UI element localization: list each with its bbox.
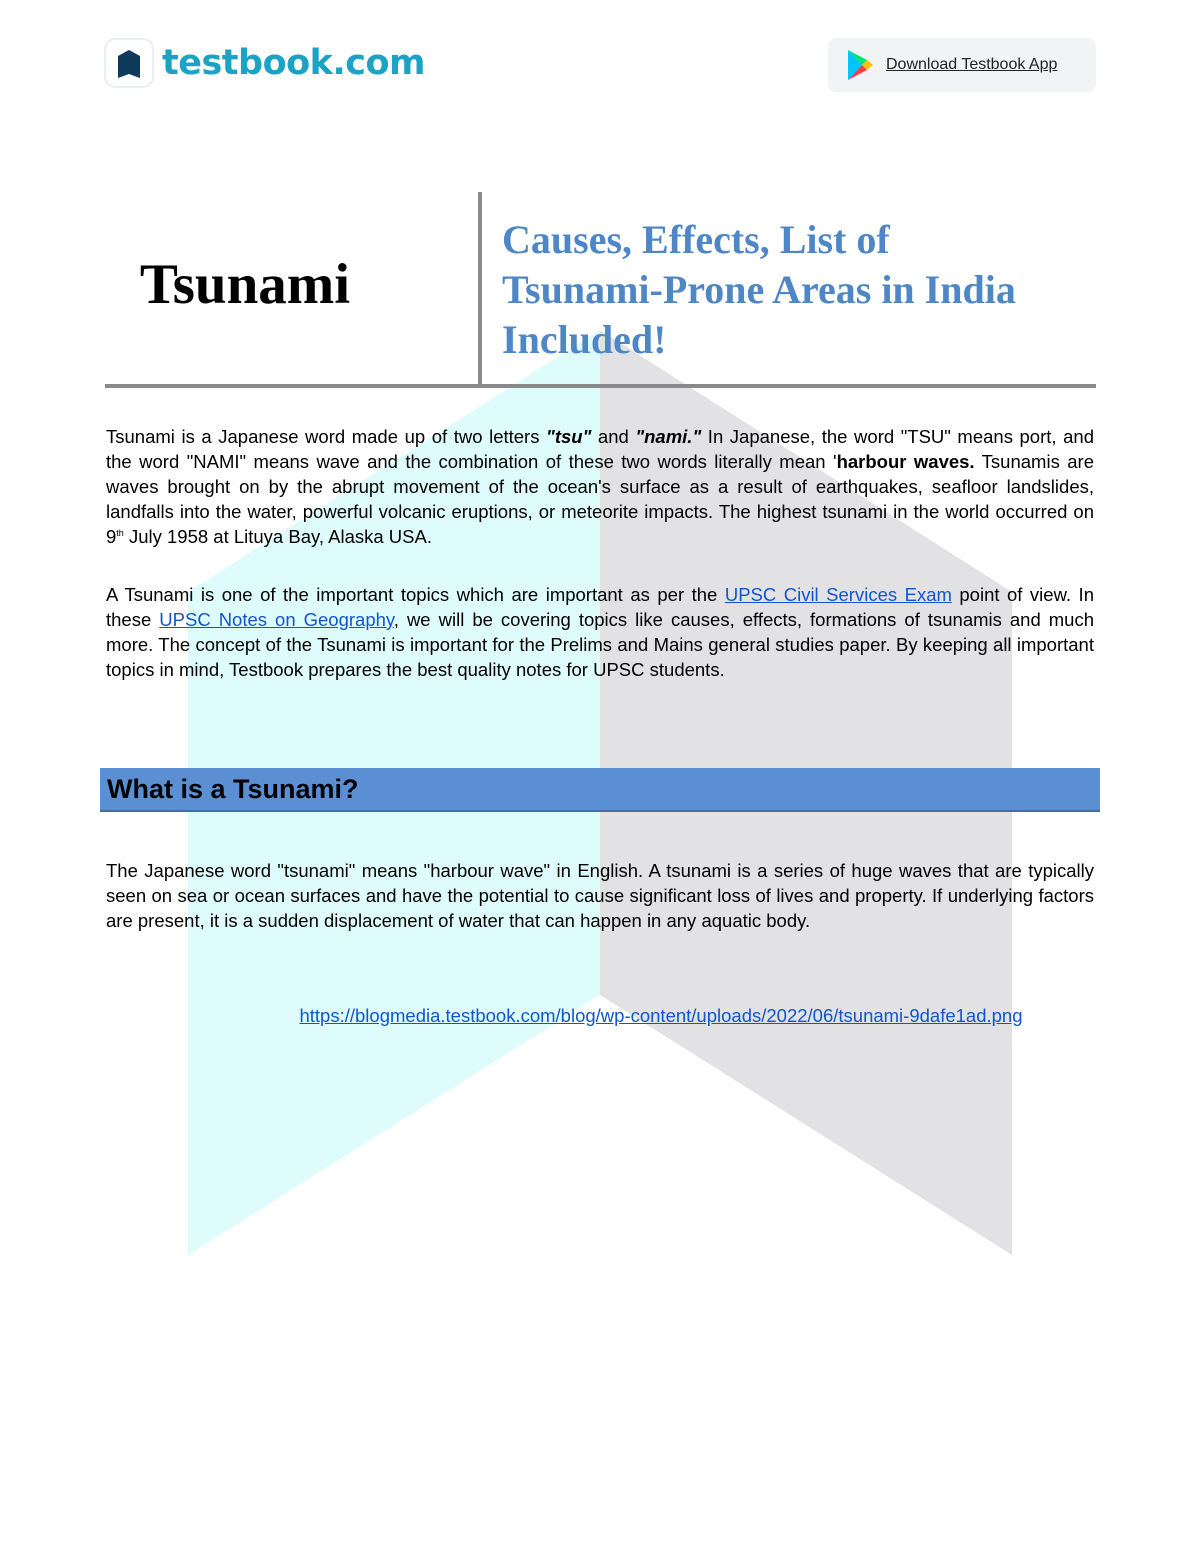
testbook-logo[interactable] (106, 40, 425, 86)
intro-paragraph (106, 424, 1094, 549)
upsc-geography-notes-link[interactable]: UPSC Notes on Geography (159, 609, 394, 630)
intro-text: Tsunamis are waves brought on by the abrupt movement of the ocean's surface as a result of earthquakes, seafloor landslides, landfalls into the water, powerful volcanic eruptions, or meteorite impacts. The highest tsunami in the world occurred on 9 (106, 451, 1094, 547)
intro-text: and (591, 426, 636, 447)
subtitle-line: Included! (502, 317, 667, 362)
intro-term-nami: "nami." (635, 426, 702, 447)
download-app-button[interactable] (828, 38, 1096, 92)
topics-text: A Tsunami is one of the important topics which are important as per the (106, 584, 725, 605)
page-subtitle (502, 215, 1092, 365)
intro-term-harbour-waves: harbour waves. (836, 451, 975, 472)
testbook-bookmark-icon (106, 40, 152, 86)
logo-text: testbook.com (162, 43, 426, 83)
topics-paragraph (106, 582, 1094, 682)
intro-text: In Japanese, the word "TSU" means port, and the word "NAMI" means wave and the combination of these two words literally mean ' (106, 426, 1094, 472)
google-play-icon (846, 49, 874, 81)
title-rule (105, 384, 1096, 388)
image-url-link[interactable]: https://blogmedia.testbook.com/blog/wp-content/uploads/2022/06/tsunami-9dafe1ad.png (299, 1005, 1023, 1026)
ordinal-suffix: th (116, 527, 124, 538)
section-heading-bar (100, 768, 1100, 810)
intro-text: July 1958 at Lituya Bay, Alaska USA. (123, 526, 432, 547)
download-app-label: Download Testbook App (886, 56, 1058, 73)
intro-text: Tsunami is a Japanese word made up of two letters (106, 426, 547, 447)
subtitle-line: Tsunami-Prone Areas in India (502, 267, 1016, 312)
section-paragraph: The Japanese word "tsunami" means "harbour wave" in English. A tsunami is a series of huge waves that are typically seen on sea or ocean surfaces and have the potential to cause significant loss of lives and property. If underlying factors are present, it is a sudden displacement of water that can happen in any aquatic body. (106, 860, 1094, 931)
page-title: Tsunami (139, 253, 351, 316)
topics-text: , we will be covering topics like causes, effects, formations of tsunamis and much more. The concept of the Tsunami is important for the Prelims and Mains general studies paper. By keeping all important topics in mind, Testbook prepares the best quality notes for UPSC students. (106, 609, 1095, 680)
topics-text: point of view. In these (106, 584, 1094, 630)
upsc-exam-link[interactable]: UPSC Civil Services Exam (724, 584, 952, 605)
subtitle-line: Causes, Effects, List of (502, 217, 890, 262)
section-heading: What is a Tsunami? (107, 773, 359, 804)
intro-term-tsu: "tsu" (546, 426, 592, 447)
title-divider (478, 192, 482, 385)
